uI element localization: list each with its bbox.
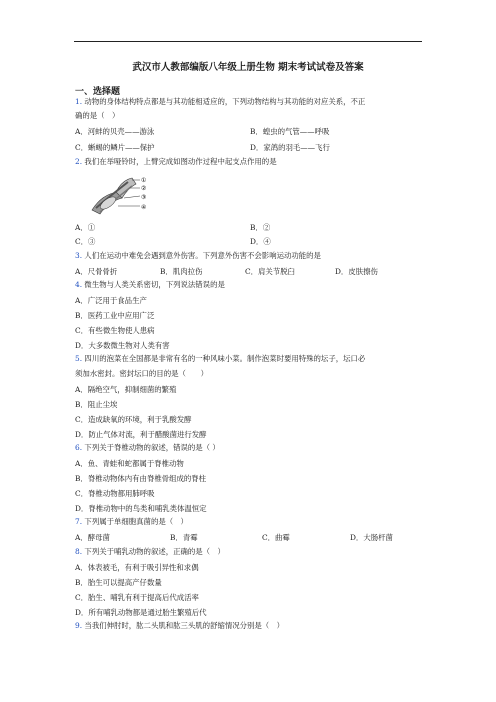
option-b: B．脊椎动物体内有由脊椎骨组成的脊柱 — [75, 474, 207, 483]
option-b: B．蝗虫的气管——呼吸 — [250, 127, 330, 136]
option-c: C．造成缺氧的环境，利于乳酸发酵 — [75, 415, 192, 424]
option-b: B．胎生可以提高产仔数量 — [75, 578, 162, 587]
page-title: 武汉市人教部编版八年级上册生物 期末考试试卷及答案 — [132, 62, 364, 73]
question-text: 四川的泡菜在全国都是非常有名的一种风味小菜。制作泡菜时要用特殊的坛子，坛口必 — [84, 354, 366, 363]
figure-label-2: ② — [141, 185, 147, 192]
question-number: 5. — [75, 354, 83, 363]
option-c: C．蜥蜴的鳞片——保护 — [75, 143, 155, 152]
option-a: A．隔绝空气，抑制细菌的繁殖 — [75, 385, 177, 394]
question-2 — [75, 157, 277, 167]
option-a: A．河蚌的贝壳——游泳 — [75, 127, 155, 136]
question-5-cont: 须加水密封。密封坛口的目的是（ ） — [75, 369, 209, 378]
question-1 — [75, 97, 365, 107]
question-text: 微生物与人类关系密切，下列说法错误的是 — [84, 280, 225, 289]
option-d: D．皮肤擦伤 — [335, 267, 378, 276]
question-number: 9. — [75, 621, 83, 630]
option-c: C．有些微生物使人患病 — [75, 326, 155, 335]
option-c: C．③ — [75, 237, 96, 246]
option-a: A．尺骨骨折 — [75, 267, 118, 276]
option-a: A．鱼、青蛙和蛇都属于脊椎动物 — [75, 459, 184, 468]
question-number: 2. — [75, 157, 83, 166]
option-b: B．② — [250, 223, 271, 232]
option-c: C．肩关节脱臼 — [245, 267, 295, 276]
question-text: 下列属于单细胞真菌的是（ ） — [84, 517, 188, 526]
question-7 — [75, 517, 188, 527]
option-b: B．青霉 — [170, 533, 198, 542]
option-d: D．大肠杆菌 — [350, 533, 393, 542]
question-6 — [75, 443, 220, 453]
header-rule — [74, 41, 422, 42]
figure-label-3: ③ — [141, 194, 147, 201]
option-a: A．广泛用于食品生产 — [75, 296, 147, 305]
question-5 — [75, 354, 365, 364]
question-text: 下列关于脊椎动物的叙述，错误的是（ ） — [84, 443, 220, 452]
option-c: C．脊椎动物都用肺呼吸 — [75, 489, 155, 498]
question-number: 1. — [75, 97, 83, 106]
option-b: B．肌肉拉伤 — [160, 267, 203, 276]
question-text: 人们在运动中难免会遇到意外伤害。下列意外伤害不会影响运动功能的是 — [84, 251, 321, 260]
figure-label-4: ④ — [141, 204, 147, 211]
question-8 — [75, 547, 225, 557]
option-d: D．所有哺乳动物都是通过胎生繁殖后代 — [75, 608, 207, 617]
arm-muscle-figure — [88, 172, 152, 216]
option-d: D．大多数微生物对人类有害 — [75, 341, 170, 350]
question-number: 6. — [75, 443, 83, 452]
option-d: D．防止气体对流，利于醋酸菌进行发酵 — [75, 430, 207, 439]
question-number: 4. — [75, 280, 83, 289]
question-3 — [75, 251, 321, 261]
question-4 — [75, 280, 225, 290]
question-number: 7. — [75, 517, 83, 526]
option-a: A．体表被毛，有利于吸引异性和求偶 — [75, 563, 199, 572]
question-1-cont: 确的是（ ） — [75, 111, 120, 120]
option-d: D．④ — [250, 237, 271, 246]
question-9 — [75, 621, 284, 631]
option-d: D．脊椎动物中的鸟类和哺乳类体温恒定 — [75, 504, 207, 513]
question-text: 当我们伸肘时，肱二头肌和肱三头肌的舒缩情况分别是（ ） — [84, 621, 284, 630]
option-c: C．胎生、哺乳有利于提高后代成活率 — [75, 593, 199, 602]
option-d: D．家鸽的羽毛——飞行 — [250, 143, 330, 152]
option-a: A．酵母菌 — [75, 533, 110, 542]
option-b: B．阻止尘埃 — [75, 400, 118, 409]
question-number: 8. — [75, 547, 83, 556]
question-number: 3. — [75, 251, 83, 260]
question-text: 动物的身体结构特点都是与其功能相适应的，下列动物结构与其功能的对应关系，不正 — [84, 97, 366, 106]
question-text: 我们在举哑铃时，上臂完成如图动作过程中起支点作用的是 — [84, 157, 277, 166]
option-b: B．医药工业中应用广泛 — [75, 311, 155, 320]
option-a: A．① — [75, 223, 96, 232]
option-c: C．曲霉 — [262, 533, 290, 542]
question-text: 下列关于哺乳动物的叙述，正确的是（ ） — [84, 547, 225, 556]
figure-label-1: ① — [141, 177, 147, 184]
section-heading: 一、选择题 — [75, 87, 121, 97]
